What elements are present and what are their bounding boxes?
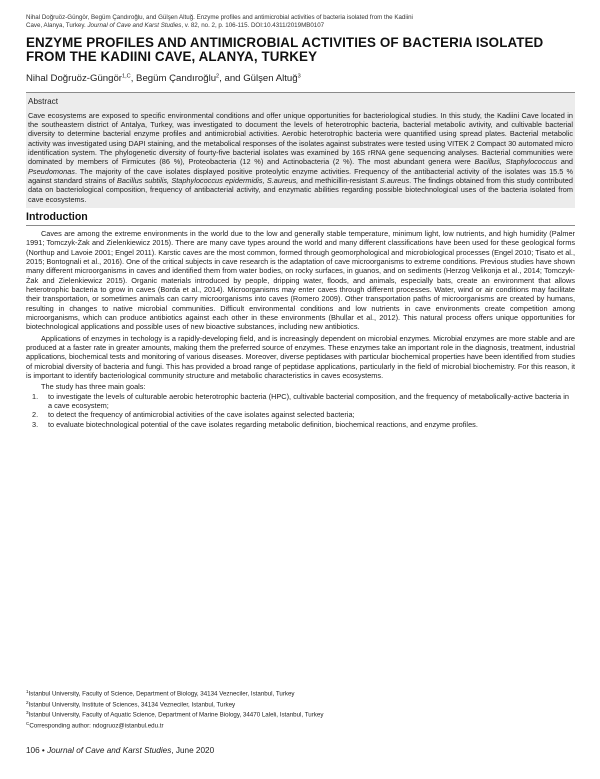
aims-list [26, 392, 575, 429]
introduction-body [26, 229, 575, 429]
abstract-section [26, 93, 575, 208]
footer-date: , June 2020 [171, 746, 215, 755]
footnote: $^2$Istanbul University, Institute of Sciences, 34134 Vezneciler, Istanbul, Turkey [26, 699, 236, 709]
author-1: Nihal Doğruöz-Güngör$^{1,C}$, [26, 72, 137, 84]
citation-line-2 [26, 22, 575, 30]
intro-paragraph-1: Caves are among the extreme environments in the world due to the low and generally stable temperature, minimum light, low nutrients, and high humidity (Palmer 1991; Tomczyk-Żak and Zielenkiewicz 2015). There are many cave types around the world and many different classifications have been used for these geological forms (Northup and Lavoie 2001; Engel 2011). Karstic caves are the most common, formed through geomorphological and microbiological processes (Engel 2010; Tisato et al., 2015; Bontognali et al., 2016). One of the critical subjects in cave research is the adaptation of cave microorganisms to extreme conditions. Previous studies have shown many different microorganisms in caves and identified them from water bodies, on rocky surfaces, in guanos, and on sediments (Herzog Velikonja et al., 2014; Tomczyk-Żak and Zielenkiewicz 2015). Organic materials introduced by people, dripping water, floods, and animals, especially bats, create an environment that allows heterotrophic bacteria to grow in caves (Borda et al., 2014). Microorganisms may enter caves through different processes. Water, wind or air conditions may facilitate their transportation, or sometimes animals can carry microorganisms into caves (Romero 2009). Other transportation paths of microorganisms are created by humans, resulting in changes to native microbial communities. Difficult environmental conditions and low nutrients in cave environments create competition among microorganisms, which can produce antibiotics against each other in these environments (Bhullar et al., 2012). This natural process offers unique opportunities for biotechnological applications and possible uses of new bioactive substances, including new antibiotics. [26, 228, 575, 332]
footnote: $^C$Corresponding author: ndogruoz@istanbul.edu.tr [26, 721, 164, 730]
citation-line-1: Nihal Doğruöz-Güngör, Begüm Çandıroğlu, and Gülşen Altuğ. Enzyme profiles and antimicrobial activities of bacteria isolated from the Kadiini [26, 14, 413, 21]
author-list [26, 71, 575, 84]
footnote: $^1$Istanbul University, Faculty of Science, Department of Biology, 34134 Vezneciler, Istanbul, Turkey [26, 689, 295, 698]
citation-suffix: , v. 82, no. 2, p. 106-115. DOI:10.4311/2019MB0107 [181, 22, 325, 30]
aim-item: 3. to evaluate biotechnological potential of the cave isolates regarding metabolic definition, biochemical reactions, and enzyme profiles. [32, 419, 478, 429]
affiliation-footnotes [26, 688, 575, 731]
page-number: 106 • [26, 746, 48, 755]
citation-prefix: Cave, Alanya, Turkey. [26, 22, 88, 30]
aim-item: 1. to investigate the levels of culturable aerobic heterotrophic bacteria (HPC), cultivable bacterial composition, and the frequency of metabolically-active bacteria in a cave ecosystem; [32, 391, 569, 411]
abstract-text: Cave ecosystems are exposed to specific environmental conditions and offer unique opportunities for bacteriological studies. In this study, the Kadiini Cave located in the southeastern district of Antalya, Turkey, was investigated to document the levels of heterotrophic bacteria, bacterial metabolic avtivity, and cultivable bacterial diversity to determine bacterial enzyme profiles and antimicrobial activities. Aerobic heterotrophic bacteria were quantified using spread plates. Bacterial metabolic activity was investigated using DAPI staining, and the metabolical responses of the isolates against substrates were tested using VITEK 2 Compact 30 automated micro identification system. The phylogenetic diversity of fourty-five bacterial isolates was examined by 16S rRNA gene sequencing analyses. Bacterial communities were dominated by members of Firmicutes (86 %), Proteobacteria (12 %) and Actinobacteria (2 %). The most abundant genera were Bacillus, Staphylococcus and Pseudomonas. The majority of the cave isolates displayed positive proteolytic enzyme activities. Frequency of the antibacterial activity of the isolates was 15.5 % against standard strains of Bacillus subtilis, Staphylococcus epidermidis, S.aureus, and methicillin-resistant S.aureus. The findings obtained from this study contributed data on bacteriological composition, frequency of antibacterial activity, and enzymatic abilities regarding possible biotechnological uses of the bacteria isolated from cave ecosystems. [28, 110, 573, 204]
citation-header [26, 14, 575, 31]
footer-journal: Journal of Cave and Karst Studies [47, 746, 172, 755]
article-title: ENZYME PROFILES AND ANTIMICROBIAL ACTIVITIES OF BACTERIA ISOLATED FROM THE KADIINI CAVE, ALANYA, TURKEY [26, 34, 544, 65]
article-page [26, 14, 575, 429]
author-2: Begüm Çandıroğlu$^2$, and [136, 72, 244, 84]
author-3: Gülşen Altuğ$^3$ [243, 72, 301, 84]
aims-intro: The study has three main goals: [41, 382, 146, 392]
footnote: $^3$Istanbul University, Faculty of Aquatic Science, Department of Marine Biology, 34470 Laleli, Istanbul, Turkey [26, 710, 324, 719]
introduction-heading: Introduction [26, 211, 575, 226]
citation-journal: Journal of Cave and Karst Studies [87, 22, 182, 30]
abstract-heading: Abstract [28, 96, 59, 106]
page-footer [26, 746, 214, 755]
intro-paragraph-2: Applications of enzymes in techology is a rapidly-developing field, and is increasingly dependent on microbial enzymes. Microbial enzymes are more stable and are produced at a faster rate in greater amounts, making them the preferred source of enzymes. These enzymes take an important role in the diagnosis, treatment, industrial applications, biochemical tests and monitoring of various diseases. Moreover, diverse peptidases with particular biochemical properties have been identified from studies of microbial diversity of bacteria and fungi. This has provided a broad range of peptidase applications, particularly in the field of microbial biochemistry. For this reason, it is important to identify bacteriological community structure and metabolic characteristics in caves ecosystems. [26, 333, 575, 381]
aim-item: 2. to detect the frequency of antimicrobial activities of the cave isolates against selected bacteria; [32, 410, 355, 420]
